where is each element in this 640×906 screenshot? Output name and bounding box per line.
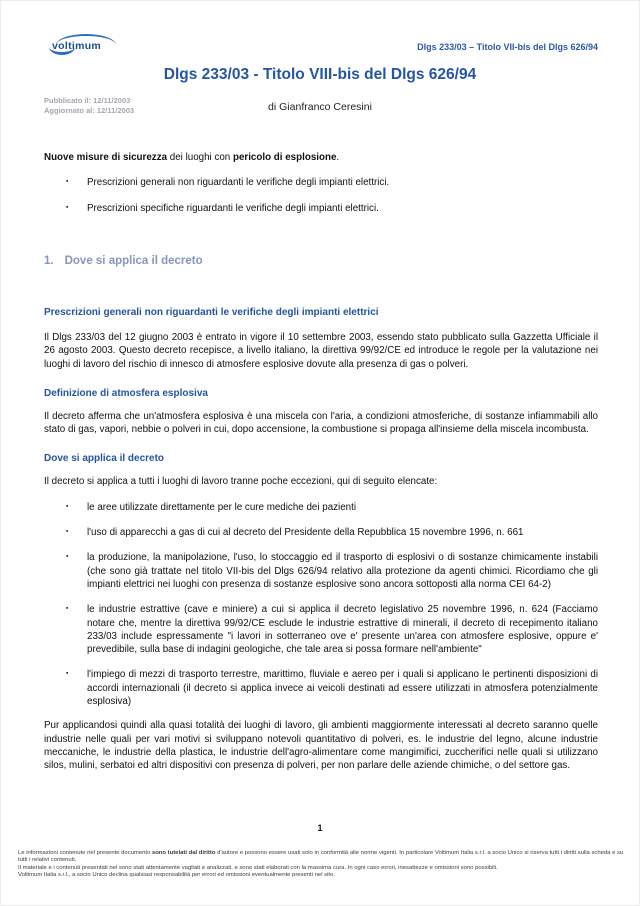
logo-text: voltimum <box>52 40 102 52</box>
updated-date: Aggiornato al: 12/11/2003 <box>44 105 135 115</box>
bullet-square-icon: ▪ <box>66 178 69 185</box>
bullet-square-icon: ▪ <box>66 528 69 536</box>
intro-bullet-list <box>44 176 596 215</box>
intro-lead-bold-2: pericolo di esplosione <box>232 152 337 163</box>
list-item <box>66 551 598 591</box>
publish-dates <box>44 96 134 115</box>
intro-lead-bold-1: Nuove misure di sicurezza <box>44 152 168 163</box>
footer-legal <box>18 850 624 879</box>
list-item-text: le industrie estrattive (cave e miniere) a cui si applica il decreto legislativo 25 novembre 1996, n. 624 (Facciamo notare che, mentre la direttiva 99/92/CE esclude le industrie estrattive di minerali, il decreto di recepimento italiano 233/03 include espressamente "i lavori in sotterraneo ove e' presente un'area con atmosfere esplosive, oppure e' prevedibile, sulla base di indagini geologiche, che tale area si possa formare nell'ambiente" <box>87 604 598 656</box>
intro-lead-mid: dei luoghi con <box>167 152 233 163</box>
list-item <box>66 501 598 514</box>
author-byline: di Gianfranco Ceresini <box>268 101 372 113</box>
paragraph-definition: Il decreto afferma che un'atmosfera esplosiva è una miscela con l'aria, a condizioni atmosferiche, di sostanze infiammabili allo stato di gas, vapori, nebbie o polveri in cui, dopo accensione, la combustione si propaga all'insieme della miscela incombusta. <box>44 410 598 436</box>
intro-lead-end: . <box>336 152 340 163</box>
footer-line-3: Voltimum Italia s.r.l., a socio Unico declina qualsiasi responsabilità per errori ed omissioni eventualmente presenti nel sito. <box>18 871 335 878</box>
page-header <box>0 0 640 56</box>
paragraph-where-intro: Il decreto si applica a tutti i luoghi di lavoro tranne poche eccezioni, qui di seguito elencate: <box>44 476 438 488</box>
logo-swoosh-icon <box>49 47 75 55</box>
footer-line1-post: d'autore e possono essere usati solo in conformità alle norme vigenti. In particolare Voltimum Italia s.r.l. a socio Unico si riserva tutti i diritti sulla scheda e su tutti i relativi contenuti. <box>18 850 624 864</box>
page-title: Dlgs 233/03 - Titolo VIII-bis del Dlgs 626/94 <box>163 66 477 83</box>
section-heading-text: Dove si applica il decreto <box>64 255 203 267</box>
bullet-square-icon: ▪ <box>66 605 69 613</box>
paragraph-decree-intro: Il Dlgs 233/03 del 12 giugno 2003 è entrato in vigore il 10 settembre 2003, essendo stato pubblicato sulla Gazzetta Ufficiale il 26 agosto 2003. Questo decreto recepisce, a livello italiano, la direttiva 99/92/CE ed introduce le regole per la valutazione nei luoghi di lavoro del rischio di innesco di atmosfere esplosive dovute alla presenza di gas o polveri. <box>44 332 598 370</box>
intro-lead <box>44 152 596 163</box>
list-item <box>66 526 598 539</box>
footer-line-2: Il materiale e i contenuti presentati nel sono stati attentamente vagliati e analizzati, e sono stati elaborati con la massima cura. In ogni caso errori, inesattezze e omissioni sono possibili. <box>18 864 498 871</box>
page-number: 1 <box>317 823 323 833</box>
meta-row <box>0 94 640 130</box>
list-item-text: la produzione, la manipolazione, l'uso, lo stoccaggio ed il trasporto di esplosivi o di sostanze chimicamente instabili (che sono già trattate nel titolo VII-bis del Dlgs 626/94 relativo alla protezione da agenti chimici. Ricordiamo che gli impianti elettrici nei luoghi con presenza di sostanze esplosive sono ancora sottoposti alla norma CEI 64-2) <box>87 552 598 590</box>
list-item-text: Prescrizioni specifiche riguardanti le verifiche degli impianti elettrici. <box>87 203 379 214</box>
list-item <box>66 668 598 708</box>
voltimum-logo <box>42 34 122 56</box>
paragraph-closing: Pur applicandosi quindi alla quasi totalità dei luoghi di lavoro, gli ambienti maggiormente interessati al decreto saranno quelle industrie nelle quali per vari motivi si sviluppano notevoli quantitativo di polveri, es. le industrie del legno, alcune industrie meccaniche, le industrie della plastica, le industrie dell'agro-alimentare come mangimifici, zuccherifici nelle quali si utilizzano silos, mulini, serbatoi ed altri dispositivi con presenza di polveri, per non parlare delle aziende chimiche, o del settore gas. <box>44 720 598 772</box>
bullet-square-icon: ▪ <box>66 204 69 211</box>
section-number: 1. <box>44 255 54 267</box>
list-item-text: Prescrizioni generali non riguardanti le verifiche degli impianti elettrici. <box>87 177 390 188</box>
footer-line1-pre: Le informazioni contenute nel presente documento <box>18 850 152 857</box>
bullet-square-icon: ▪ <box>66 670 69 678</box>
heading-definition: Definizione di atmosfera esplosiva <box>44 387 208 399</box>
list-item <box>66 603 598 656</box>
bullet-square-icon: ▪ <box>66 553 69 561</box>
list-item-text: l'uso di apparecchi a gas di cui al decreto del Presidente della Repubblica 15 novembre 1996, n. 661 <box>87 527 524 539</box>
published-date: Pubblicato il: 12/11/2003 <box>44 96 131 105</box>
list-item-text: l'impiego di mezzi di trasporto terrestre, marittimo, fluviale e aereo per i quali si applicano le pertinenti disposizioni di accordi internazionali (il decreto si applica invece ai veicoli destinati ad essere utilizzati in atmosfera potenzialmente esplosiva) <box>87 669 598 708</box>
footer-line-1 <box>18 850 624 864</box>
heading-where-applies: Dove si applica il decreto <box>44 453 165 465</box>
list-item <box>66 202 596 215</box>
subsection-heading-general: Prescrizioni generali non riguardanti le verifiche degli impianti elettrici <box>44 307 379 318</box>
section-heading <box>44 255 596 267</box>
footer-line1-bold: sono tutelati dal diritto <box>151 850 216 857</box>
header-doc-reference: Dlgs 233/03 – Titolo VII-bis del Dlgs 626/94 <box>417 42 598 52</box>
bullet-square-icon: ▪ <box>66 502 69 510</box>
list-item <box>66 176 596 189</box>
list-item-text: le aree utilizzate direttamente per le cure mediche dei pazienti <box>87 501 357 513</box>
exceptions-list <box>44 501 598 709</box>
